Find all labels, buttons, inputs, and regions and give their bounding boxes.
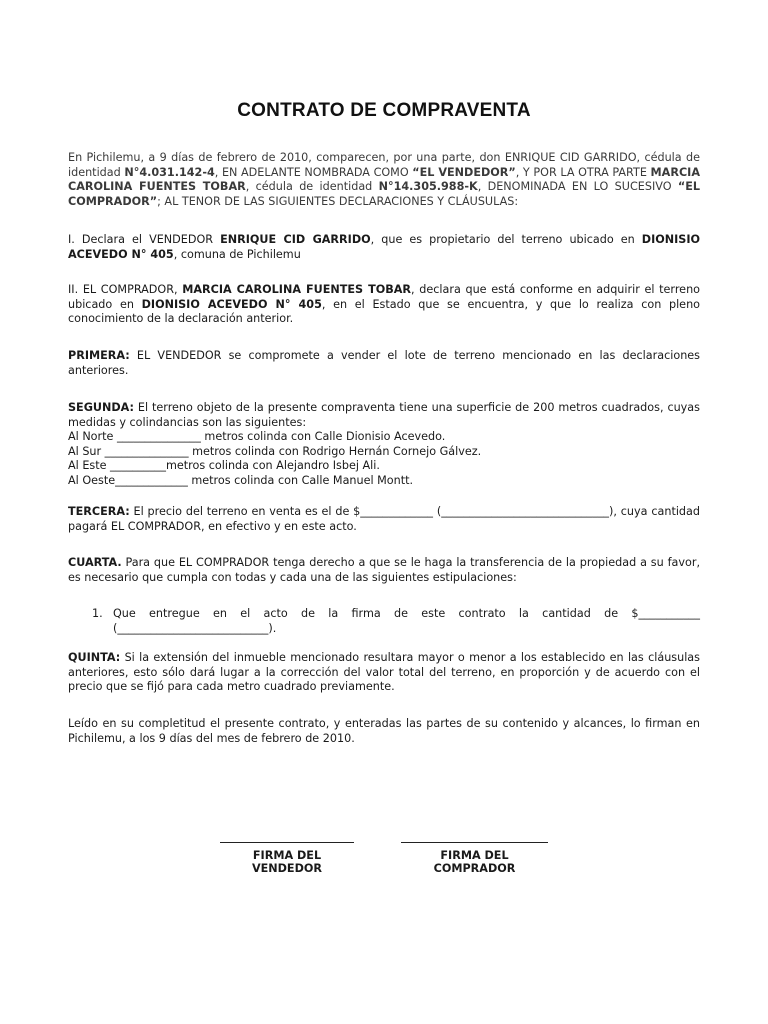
seller-signature-block (220, 842, 354, 875)
buyer-alias: “EL COMPRADOR” (68, 180, 700, 208)
cuarta-list-item (92, 607, 700, 636)
clause-quinta (68, 651, 700, 695)
intro-text-7: ; AL TENOR DE LAS SIGUIENTES DECLARACIONES Y CLÁUSULAS: (157, 194, 519, 208)
decl-1-seller-name: ENRIQUE CID GARRIDO (220, 233, 371, 246)
buyer-name: MARCIA CAROLINA FUENTES TOBAR (68, 165, 700, 194)
boundary-north: Al Norte _______________ metros colinda con Calle Dionisio Acevedo. (68, 430, 446, 444)
buyer-signature-line (401, 842, 548, 843)
document-title: CONTRATO DE COMPRAVENTA (237, 100, 531, 121)
decl-1-text-1: I. Declara el VENDEDOR (68, 233, 221, 246)
clause-quinta-label: QUINTA: (68, 651, 121, 664)
closing-paragraph: Leído en su completitud el presente contrato, y enteradas las partes de su contenido y alcances, lo firman en Pichilemu, a los 9 días del mes de febrero de 2010. (68, 717, 700, 745)
list-item-number: 1. (92, 607, 103, 620)
intro-paragraph (68, 151, 700, 209)
clause-cuarta-text: Para que EL COMPRADOR tenga derecho a que se le haga la transferencia de la propiedad a su favor, es necesario que cumpla con todas y cada una de las siguientes estipulaciones: (68, 556, 700, 584)
seller-signature-label: FIRMA DEL VENDEDOR (251, 849, 322, 875)
decl-1-text-3: , comuna de Pichilemu (173, 247, 301, 261)
clause-tercera-text: El precio del terreno en venta es el de $_____________ (______________________________), cuya cantidad pagará EL COMPRADOR, en efectivo y en este acto. (68, 505, 700, 533)
clause-segunda-text: El terreno objeto de la presente compraventa tiene una superficie de 200 metros cuadrados, cuyas medidas y colindancias son las siguientes: (68, 401, 700, 429)
declaration-1 (68, 233, 700, 262)
buyer-id: N°14.305.988-K (378, 180, 478, 194)
boundary-west: Al Oeste_____________ metros colinda con Calle Manuel Montt. (68, 473, 414, 487)
list-item-text: Que entregue en el acto de la firma de este contrato la cantidad de $___________ (___________________________). (113, 607, 700, 635)
decl-2-buyer-name: MARCIA CAROLINA FUENTES TOBAR (182, 283, 412, 296)
boundary-south: Al Sur _______________ metros colinda con Rodrigo Hernán Cornejo Gálvez. (68, 444, 482, 458)
seller-signature-line (220, 842, 354, 843)
seller-id: N°4.031.142-4 (124, 165, 215, 179)
decl-2-text-1: II. EL COMPRADOR, (68, 283, 183, 296)
decl-1-address: DIONISIO ACEVEDO N° 405 (68, 233, 701, 261)
clause-segunda (68, 401, 700, 489)
clause-primera-label: PRIMERA: (68, 349, 130, 362)
seller-alias: “EL VENDEDOR” (412, 165, 516, 179)
intro-text-4: , Y POR LA OTRA PARTE (515, 165, 651, 179)
clause-primera (68, 349, 700, 378)
intro-text-6: , DENOMINADA EN LO SUCESIVO (477, 180, 678, 194)
seller-name: ENRIQUE CID GARRIDO (504, 151, 637, 164)
declaration-2 (68, 283, 700, 327)
clause-segunda-label: SEGUNDA: (68, 401, 134, 414)
decl-2-text-2: , declara que está conforme en adquirir el terreno ubicado en (68, 283, 701, 311)
clause-cuarta-label: CUARTA. (68, 556, 122, 569)
boundary-east: Al Este __________metros colinda con Alejandro Isbej Ali. (68, 459, 380, 473)
decl-1-text-2: , que es propietario del terreno ubicado en (370, 233, 642, 246)
clause-tercera (68, 505, 700, 534)
clause-tercera-label: TERCERA: (68, 505, 130, 518)
intro-text-1: En Pichilemu, a 9 días de febrero de 2010, comparecen, por una parte, don (68, 151, 505, 164)
decl-2-address: DIONISIO ACEVEDO N° 405 (141, 297, 322, 311)
clause-primera-text: EL VENDEDOR se compromete a vender el lote de terreno mencionado en las declaraciones anteriores. (68, 349, 700, 377)
clause-cuarta (68, 556, 700, 585)
buyer-signature-block (401, 842, 548, 875)
intro-text-2: , cédula de identidad (68, 151, 700, 179)
decl-2-text-3: , en el Estado que se encuentra, y que lo realiza con pleno conocimiento de la declaración anterior. (68, 297, 701, 326)
buyer-signature-label: FIRMA DEL COMPRADOR (433, 849, 516, 875)
intro-text-5: , cédula de identidad (245, 180, 379, 194)
intro-text-3: , EN ADELANTE NOMBRADA COMO (214, 165, 413, 179)
clause-quinta-text: Si la extensión del inmueble mencionado resultara mayor o menor a los establecido en las cláusulas anteriores, esto sólo dará lugar a la corrección del valor total del terreno, en proporción y de acuerdo con el precio que se fijó para cada metro cuadrado previamente. (68, 651, 700, 694)
